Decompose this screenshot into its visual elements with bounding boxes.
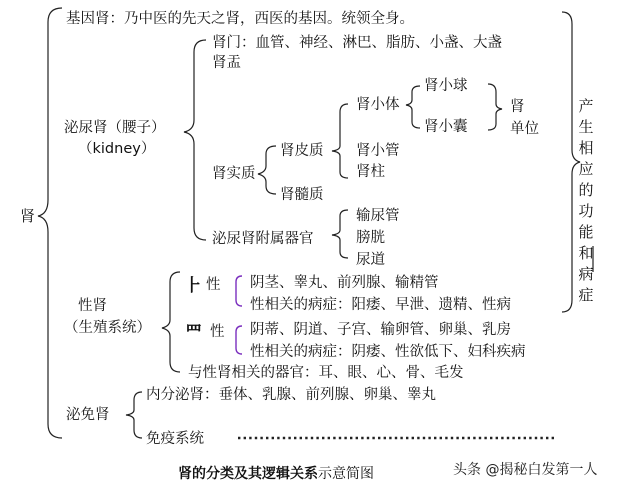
corpuscle-label: 肾小体 bbox=[356, 97, 400, 113]
functional-unit-line-2: 单位 bbox=[510, 121, 539, 137]
side-char: 病 bbox=[578, 265, 594, 283]
male-diseases: 性相关的病症：阳痿、早泄、遗精、性病 bbox=[250, 297, 511, 313]
root-label: 肾 bbox=[20, 207, 36, 225]
female-suffix: 性 bbox=[210, 324, 225, 340]
hilum-line-2: 肾盂 bbox=[212, 55, 241, 71]
medulla-label: 肾髓质 bbox=[280, 187, 324, 203]
cortex-label: 肾皮质 bbox=[280, 143, 324, 159]
bladder-label: 膀胱 bbox=[356, 230, 385, 246]
side-vertical-text bbox=[577, 96, 595, 306]
urethra-label: 尿道 bbox=[356, 252, 385, 268]
side-char: 功 bbox=[578, 202, 594, 220]
side-char: 能 bbox=[578, 223, 594, 241]
side-char: 应 bbox=[578, 160, 594, 178]
accessory-organs-label: 泌尿肾附属器官 bbox=[212, 231, 314, 247]
female-organs: 阴蒂、阴道、子宫、输卵管、卵巢、乳房 bbox=[250, 322, 511, 338]
immune-kidney-label: 泌免肾 bbox=[66, 407, 110, 423]
side-char: 的 bbox=[578, 181, 594, 199]
side-char: 症 bbox=[578, 286, 594, 304]
hilum-line-1: 肾门：血管、神经、淋巴、脂肪、小盏、大盏 bbox=[212, 35, 502, 51]
functional-unit-line-1: 肾 bbox=[510, 99, 525, 115]
caption-bold: 肾的分类及其逻辑关系 bbox=[178, 466, 318, 482]
endocrine-kidney: 内分泌肾：垂体、乳腺、前列腺、卵巢、睾丸 bbox=[146, 387, 436, 403]
parenchyma-label: 肾实质 bbox=[212, 166, 256, 182]
tubule-label: 肾小管 bbox=[356, 143, 400, 159]
ureter-label: 输尿管 bbox=[356, 208, 400, 224]
glomerulus-label: 肾小球 bbox=[424, 78, 468, 94]
related-organs: 与性肾相关的器官：耳、眼、心、骨、毛发 bbox=[188, 365, 464, 381]
side-char: 产 bbox=[578, 97, 594, 115]
column-label: 肾柱 bbox=[356, 164, 385, 180]
male-organs: 阴茎、睾丸、前列腺、输精管 bbox=[250, 275, 439, 291]
urinary-kidney-label: 泌尿肾（腰子） bbox=[64, 120, 166, 136]
side-char: 相 bbox=[578, 139, 594, 157]
female-symbol: ⺫ bbox=[185, 323, 202, 343]
urinary-kidney-en: （kidney） bbox=[78, 141, 156, 157]
side-char: 和 bbox=[578, 244, 594, 262]
gene-kidney-text: 基因肾：乃中医的先天之肾，西医的基因。统领全身。 bbox=[66, 11, 414, 27]
diagram-caption bbox=[178, 463, 374, 483]
male-suffix: 性 bbox=[206, 277, 221, 293]
caption-rest: 示意简图 bbox=[318, 466, 374, 482]
capsule-label: 肾小囊 bbox=[424, 119, 468, 135]
male-symbol: ⺊ bbox=[185, 276, 202, 296]
sexual-kidney-sub: （生殖系统） bbox=[64, 320, 151, 336]
sexual-kidney-label: 性肾 bbox=[78, 298, 107, 314]
watermark: 头条 @揭秘白发第一人 bbox=[453, 462, 598, 478]
immune-system: 免疫系统 bbox=[146, 431, 204, 447]
side-char: 生 bbox=[578, 118, 594, 136]
female-diseases: 性相关的病症：阴痿、性欲低下、妇科疾病 bbox=[250, 344, 526, 360]
